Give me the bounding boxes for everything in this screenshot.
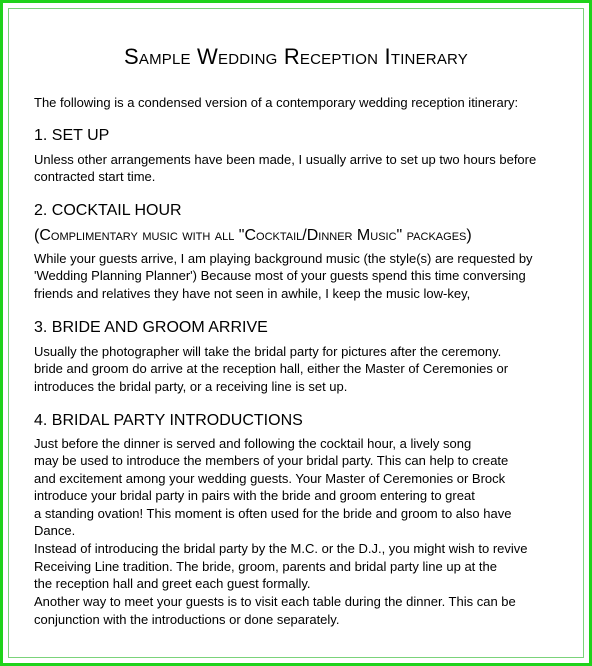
section-1-line: contracted start time. [34, 169, 156, 184]
section-heading-cocktail-hour: 2. COCKTAIL HOUR [34, 202, 182, 219]
section-4-line: the reception hall and greet each guest formally. [34, 576, 311, 591]
section-4-line: Just before the dinner is served and following the cocktail hour, a lively song [34, 436, 472, 451]
section-2-line: friends and relatives they have not seen in awhile, I keep the music low-key, [34, 286, 471, 301]
document-title: Sample Wedding Reception Itinerary [123, 44, 468, 69]
section-heading-bridal-party-introductions: 4. BRIDAL PARTY INTRODUCTIONS [34, 412, 303, 429]
section-4-line: and excitement among your wedding guests. Your Master of Ceremonies or Brock [34, 471, 506, 486]
section-subheading-complimentary-music: (Complimentary music with all "Cocktail/Dinner Music" packages) [34, 227, 472, 244]
section-4-line: Dance. [34, 523, 76, 538]
section-4-line: introduce your bridal party in pairs with the bride and groom entering to great [34, 488, 475, 503]
section-1-line: Unless other arrangements have been made, I usually arrive to set up two hours before [34, 152, 537, 167]
section-3-line: introduces the bridal party, or a receiving line is set up. [34, 379, 348, 394]
section-4-line: may be used to introduce the members of your bridal party. This can help to create [34, 453, 509, 468]
section-2-line: While your guests arrive, I am playing background music (the style(s) are requested by [34, 251, 533, 266]
section-4-line: a standing ovation! This moment is often used for the bride and groom to also have [34, 506, 512, 521]
intro-paragraph: The following is a condensed version of a contemporary wedding reception itinerary: [34, 95, 519, 110]
section-2-line: 'Wedding Planning Planner') Because most of your guests spend this time conversing [34, 268, 526, 283]
section-4-line: Instead of introducing the bridal party by the M.C. or the D.J., you might wish to revive [34, 541, 528, 556]
section-4-line: conjunction with the introductions or done separately. [34, 612, 340, 627]
section-4-line: Receiving Line tradition. The bride, groom, parents and bridal party line up at the [34, 559, 497, 574]
section-3-line: Usually the photographer will take the bridal party for pictures after the ceremony. [34, 344, 502, 359]
section-heading-set-up: 1. SET UP [34, 127, 110, 144]
section-3-line: bride and groom do arrive at the reception hall, either the Master of Ceremonies or [34, 361, 509, 376]
section-4-line: Another way to meet your guests is to visit each table during the dinner. This can be [34, 594, 516, 609]
section-heading-bride-groom-arrive: 3. BRIDE AND GROOM ARRIVE [34, 319, 268, 336]
